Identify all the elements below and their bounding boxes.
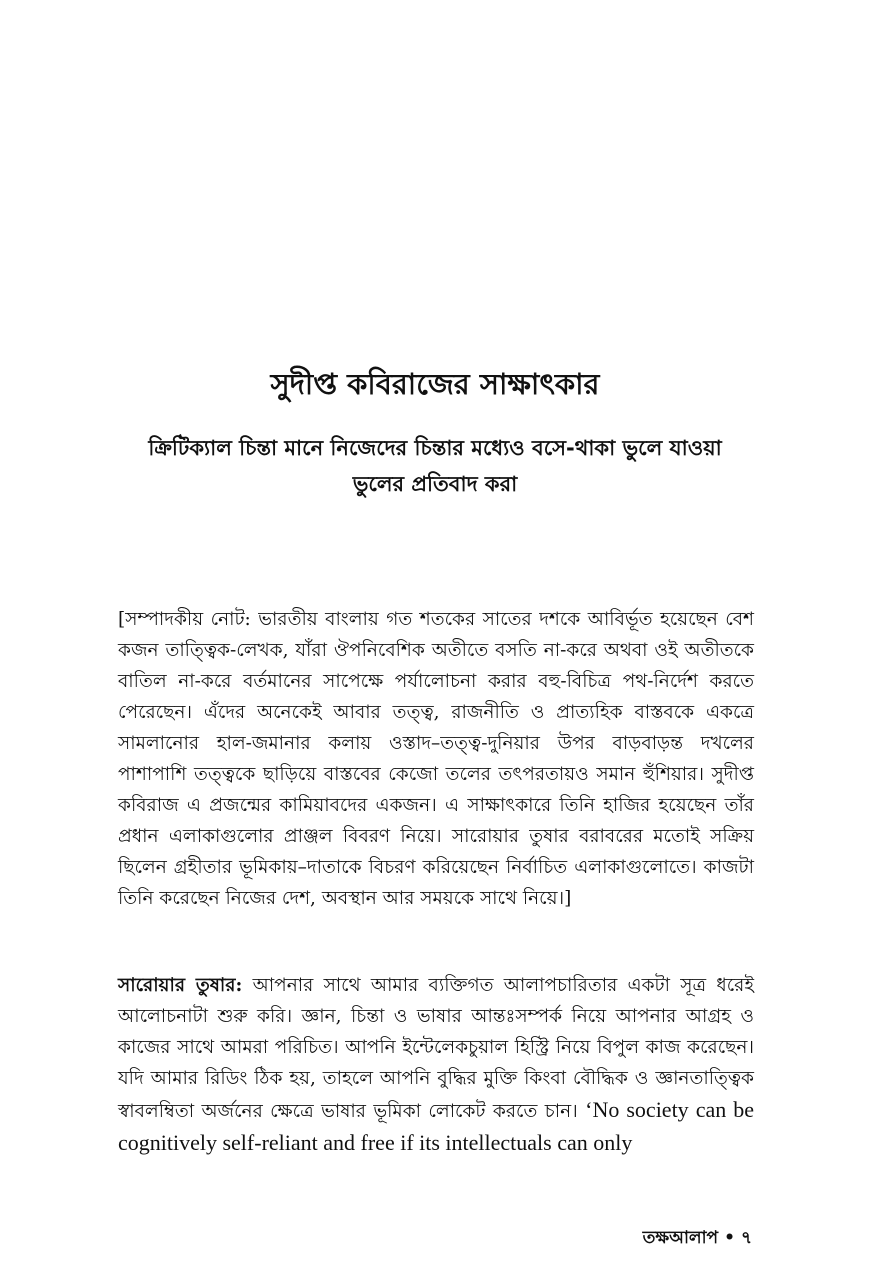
interview-paragraph [118, 970, 754, 1160]
editorial-note: [সম্পাদকীয় নোট: ভারতীয় বাংলায় গত শতকের সাতের দশকে আবির্ভূত হয়েছেন বেশ কজন তাত্ত্বিক-লেখক, যাঁরা ঔপনিবেশিক অতীতে বসতি না-করে অথবা ওই অতীতকে বাতিল না-করে বর্তমানের সাপেক্ষে পর্যালোচনা করার বহু-বিচিত্র পথ-নির্দেশ করতে পেরেছেন। এঁদের অনেকেই আবার তত্ত্ব, রাজনীতি ও প্রাত্যহিক বাস্তবকে একত্রে সামলানোর হাল-জমানার কলায় ওস্তাদ–তত্ত্ব-দুনিয়ার উপর বাড়বাড়ন্ত দখলের পাশাপাশি তত্ত্বকে ছাড়িয়ে বাস্তবের কেজো তলের তৎপরতায়ও সমান হুঁশিয়ার। সুদীপ্ত কবিরাজ এ প্রজন্মের কামিয়াবদের একজন। এ সাক্ষাৎকারে তিনি হাজির হয়েছেন তাঁর প্রধান এলাকাগুলোর প্রাঞ্জল বিবরণ নিয়ে। সারোয়ার তুষার বরাবরের মতোই সক্রিয় ছিলেন গ্রহীতার ভূমিকায়–দাতাকে বিচরণ করিয়েছেন নির্বাচিত এলাকাগুলোতে। কাজটা তিনি করেছেন নিজের দেশ, অবস্থান আর সময়কে সাথে নিয়ে।] [118, 609, 754, 909]
article-subtitle: ক্রিটিক্যাল চিন্তা মানে নিজেদের চিন্তার মধ্যেও বসে-থাকা ভুলে যাওয়া ভুলের প্রতিবাদ করা [148, 436, 722, 496]
journal-name: তক্ষআলাপ [642, 1228, 719, 1248]
question-text-bengali: আপনার সাথে আমার ব্যক্তিগত আলাপচারিতার একটা সূত্র ধরেই আলোচনাটা শুরু করি। জ্ঞান, চিন্তা ও ভাষার আন্তঃসম্পর্ক নিয়ে আপনার আগ্রহ ও কাজের সাথে আমরা পরিচিত। আপনি ইন্টেলেকচুয়াল হিস্ট্রি নিয়ে বিপুল কাজ করেছেন। যদি আমার রিডিং ঠিক হয়, তাহলে আপনি বুদ্ধির মুক্তি কিংবা বৌদ্ধিক ও জ্ঞানতাত্ত্বিক স্বাবলম্বিতা অর্জনের ক্ষেত্রে ভাষার ভূমিকা লোকেট করতে চান। [118, 975, 754, 1122]
page-number: ৭ [740, 1228, 752, 1248]
question-quote-english: ‘No society can be cognitively self-reliant and free if its intellectuals can only [118, 1097, 755, 1155]
speaker-name: সারোয়ার তুষার: [118, 975, 243, 996]
article-title: সুদীপ্ত কবিরাজের সাক্ষাৎকার [270, 367, 600, 401]
page-footer [643, 1226, 752, 1250]
footer-separator: • [724, 1228, 735, 1248]
